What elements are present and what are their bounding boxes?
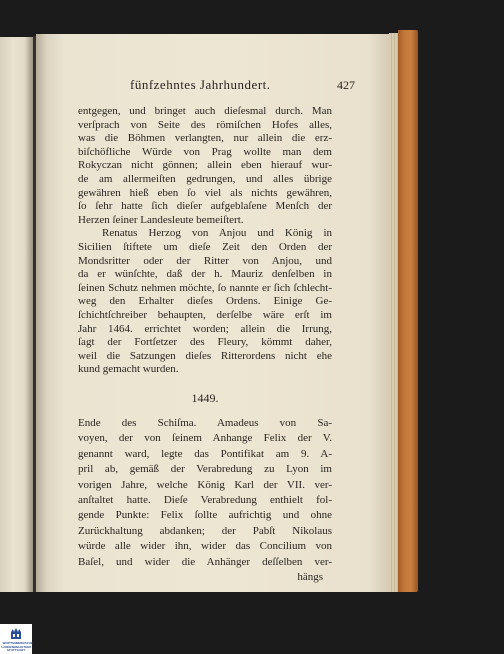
- text-line: [78, 268, 332, 282]
- logo-text-line-content: LANDESBIBLIOTHEK: [1, 644, 32, 649]
- paragraph-block: [78, 105, 332, 377]
- text-line: [78, 447, 332, 462]
- text-line-content: Renatus Herzog von Anjou und König in: [102, 227, 332, 240]
- text-line: [78, 462, 332, 477]
- page-number: 427: [337, 78, 355, 92]
- text-line: [78, 539, 332, 554]
- text-line: [78, 431, 332, 446]
- text-line-content: weil die Satzungen dieſes Ritterordens nicht ehe: [78, 349, 332, 362]
- text-line: [78, 493, 332, 508]
- text-line: [78, 416, 332, 431]
- running-title: fünfzehntes Jahrhundert.: [130, 77, 271, 92]
- logo-text-line-content: STUTTGART: [6, 648, 26, 653]
- text-line-content: Baſel, und wider die Anhänger deſſelben ver-: [78, 555, 332, 568]
- text-line: [78, 200, 332, 214]
- text-line-content: biſchöfliche Würde von Prag wollte man dem: [78, 145, 332, 158]
- text-line-content: Mondsritter oder der Ritter von Anjou, und: [78, 254, 332, 267]
- text-line: [78, 119, 332, 133]
- text-line-content: ſo ſehr hatte ſich dieſer aufgeblaſene Menſch der: [78, 200, 332, 213]
- text-line: [78, 105, 332, 119]
- text-line: [78, 363, 332, 377]
- text-line-content: gende Punkte: Felix ſollte aufrichtig und ohne: [78, 509, 332, 522]
- text-line: [78, 159, 332, 173]
- text-line: [78, 146, 332, 160]
- text-line: [78, 214, 332, 228]
- text-line: [78, 255, 332, 269]
- text-line-content: voyen, der von ſeinem Anhange Felix der V.: [78, 432, 332, 445]
- text-line: [78, 524, 332, 539]
- text-line: [78, 555, 332, 570]
- text-line: [78, 309, 332, 323]
- logo-text-line-content: WÜRTTEMBERGISCHE: [2, 641, 33, 645]
- text-line: [78, 282, 332, 296]
- book-cover-edge: [398, 30, 418, 592]
- text-line-content: was die Böhmen verlangten, nur allein die erz-: [78, 132, 332, 145]
- text-line: [78, 323, 332, 337]
- text-line: [78, 350, 332, 364]
- text-line-content: Ende des Schiſma. Amadeus von Sa-: [78, 417, 332, 429]
- library-logo: [0, 624, 32, 654]
- text-line: [78, 173, 332, 187]
- text-line: [78, 295, 332, 309]
- text-line-content: entgegen, und bringet auch dieſesmal durch. Man: [78, 105, 332, 117]
- logo-text-line: [1, 649, 31, 653]
- text-line-content: ſagt der Fortſetzer des Fleury, kömmt daher,: [78, 336, 332, 349]
- logo-text-line: [1, 646, 31, 650]
- text-line: [78, 132, 332, 146]
- text-line: [78, 241, 332, 255]
- text-line-content: da er wünſchte, daß der h. Mauriz denſelben in: [78, 268, 332, 281]
- library-logo-text: [1, 642, 31, 653]
- text-line-content: verſprach von Seite des römiſchen Hofes alles,: [78, 118, 332, 131]
- text-line: [78, 187, 332, 201]
- text-line-content: Herzen ſeiner Landesleute bemeiſtert.: [78, 213, 244, 226]
- facing-page-edge: [0, 37, 33, 592]
- catchword: hängs: [297, 570, 323, 583]
- text-line-content: Sicilien ſtiftete um dieſe Zeit den Orden der: [78, 240, 332, 253]
- library-emblem-icon: [9, 626, 23, 641]
- text-line: [78, 478, 332, 493]
- text-line-content: ſeinen Schutz nehmen möchte, ſo nannte er ſich ſchlecht-: [78, 281, 332, 294]
- text-line-content: Rokyczan nicht gönnen; allein eben hierauf wur-: [78, 159, 332, 172]
- text-line-content: kund gemacht wurden.: [78, 363, 179, 376]
- text-line-content: Jahr 1464. errichtet worden; allein die Irrung,: [78, 322, 332, 335]
- text-line: [78, 227, 332, 241]
- section-heading-year: 1449.: [191, 391, 219, 405]
- text-line-content: anſtaltet hatte. Dieſe Verabredung enthielt fol-: [78, 493, 332, 506]
- text-line: [78, 336, 332, 350]
- text-line: [78, 508, 332, 523]
- text-line-content: vorigen Jahre, welche König Karl der VII. ver-: [78, 478, 332, 491]
- text-line-content: gewähren hieß eben ſo viel als nichts gewähren,: [78, 186, 332, 199]
- paragraph-block: [78, 416, 332, 585]
- text-line-content: Zurückhaltung abdanken; der Pabſt Nikolaus: [78, 524, 332, 537]
- text-line-content: pril ab, gemäß der Verabredung zu Lyon im: [78, 463, 332, 476]
- text-line-content: genannt ward, legte das Pontifikat am 9. A-: [78, 447, 332, 460]
- text-line-content: würde alle wider ihn, wider das Concilium von: [78, 540, 332, 553]
- text-line-content: de am allermeiſten gedrungen, und alles übrige: [78, 172, 332, 185]
- text-line-content: ſchichtſchreiber behaupten, derſelbe wäre erſt im: [78, 308, 332, 321]
- catchword-line: [78, 570, 332, 585]
- text-line-content: weg den Erhalter dieſes Ordens. Einige Ge-: [78, 295, 332, 308]
